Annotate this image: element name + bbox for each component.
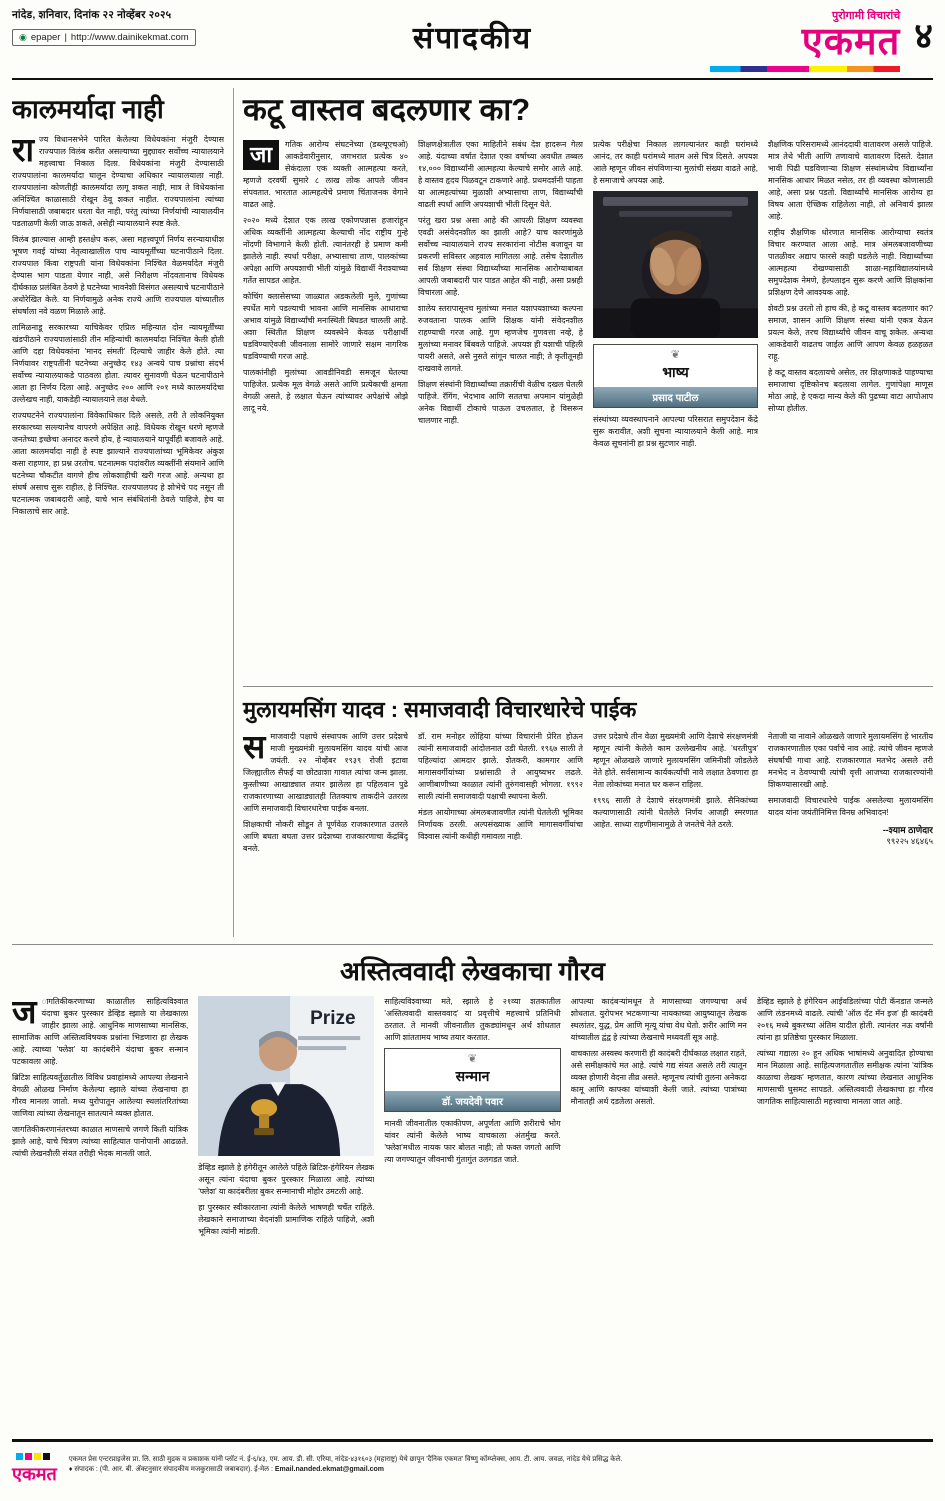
date-line: नांदेड, शनिवार, दिनांक २२ नोव्हेंबर २०२५ <box>12 9 172 21</box>
article-booker-award <box>12 952 933 1432</box>
body-paragraph <box>243 731 408 815</box>
footer-logo <box>12 1447 57 1483</box>
body-paragraph: शैक्षणिक परिसरामध्ये आनंददायी वातावरण असले पाहिजे. मात्र तेथे भीती आणि तणावाचे वातावरण दिसते. देशात भावी पिढी घडविणाऱ्या शिक्षण संस्थांमध्येच विद्यार्थ्यांना मानसिक आधार मिळत नसेल, तर ही व्यवस्था कोणासाठी आहे, असा प्रश्न पडतो. विद्यार्थ्यांचे मानसिक आरोग्य हा विषय आता ऐच्छिक राहिलेला नाही, तो अनिवार्य झाला आहे. <box>768 139 933 221</box>
cmyk-squares-icon <box>12 1447 57 1465</box>
body-paragraph: साहित्यविश्वाच्या मते, स्झाले हे २१व्या शतकातील 'अस्तित्ववादी वास्तववाद' या प्रवृत्तीचे महत्त्वाचे प्रतिनिधी ठरतात. ते मानवी जीवनातील तुकड्यांमधून अर्थ शोधतात आणि शांततामय भाष्य तयार करतात. <box>384 996 561 1042</box>
article2-columns <box>243 139 933 679</box>
body-paragraph: हा पुरस्कार स्वीकारताना त्यांनी केलेले भाषणही चर्चेत राहिले. लेखकाने समाजाच्या वेदनांशी प्रामाणिक राहिले पाहिजे, अशी भूमिका त्यांनी मांडली. <box>198 1203 375 1237</box>
body-paragraph: जागतिकीकरणानंतरच्या काळात माणसाचे जगणे किती यांत्रिक झाले आहे, याचे चित्रण त्यांच्या साहित्यात पानोपानी आढळते. त्यांची लेखनशैली संयत तरीही भेदक मानली जाते. <box>12 1124 189 1158</box>
dropcap: ज <box>12 995 37 1030</box>
epaper-url[interactable]: http://www.dainikekmat.com <box>70 32 189 43</box>
right-region <box>243 88 933 937</box>
vertical-rule <box>233 88 234 937</box>
header-rule <box>12 78 933 80</box>
body-paragraph: हे कटू वास्तव बदलायचे असेल, तर शिक्षणाकडे पाहण्याचा समाजाचा दृष्टिकोनच बदलावा लागेल. गुणांपेक्षा माणूस मोठा आहे, हे एकदा मान्य केले की पुढच्या वाटा आपोआप सोप्या होतील. <box>768 367 933 413</box>
horizontal-rule <box>12 944 933 945</box>
article2-title: कटू वास्तव बदलणार का? <box>243 91 531 127</box>
main-top <box>12 88 933 937</box>
dropcap: स <box>243 730 266 765</box>
masthead-tagline: पुरोगामी विचारांचे <box>832 10 901 22</box>
article-mulayam-singh <box>243 694 933 937</box>
imprint-text <box>69 1455 933 1474</box>
leaf-ornament-icon: ❦ <box>467 1052 478 1065</box>
article3-title: मुलायमसिंग यादव : समाजवादी विचारधारेचे पाईक <box>243 696 637 722</box>
body-paragraph: शिक्षणक्षेत्रातील एका माहितीने सबंध देश हादरून गेला आहे. यंदाच्या वर्षात देशात एका वर्षाच्या अवधीत तब्बल १४,००० विद्यार्थ्यांनी आत्महत्या केल्याचे समोर आले आहे. हे वास्तव हृदय पिळवटून टाकणारे आहे. प्रथमदर्शनी पाहता या आत्महत्यांच्या मुळाशी अभ्यासाचा ताण, विद्यार्थ्यांची वाढती स्पर्धा आणि अपयशाची भीती दिसून येते. <box>418 139 583 209</box>
award-photo <box>198 996 374 1156</box>
article4-col5 <box>757 996 933 1432</box>
paragraph-text: ागतिकीकरणाच्या काळातील साहित्यविश्वात यंदाचा बुकर पुरस्कार डेव्हिड स्झाले या लेखकाला जाहीर झाला आहे. आधुनिक माणसाच्या मानसिक, सामाजिक आणि अस्तित्वविषयक प्रश्नांना भिडणारा हा लेखक आहे. त्याच्या 'फ्लेश' या कादंबरीने यंदाचा बुकर सन्मान पटकावला आहे. <box>12 996 189 1066</box>
body-paragraph: आपल्या कादंबऱ्यांमधून ते माणसाच्या जगण्याचा अर्थ शोधतात. युरोपभर भटकणाऱ्या नायकाच्या आयुष्यातून लेखक स्थलांतर, युद्ध, प्रेम आणि मृत्यू यांचा वेध घेतो. शरीर आणि मन यांच्यातील द्वंद्व हे त्यांच्या लेखनाचे मध्यवर्ती सूत्र आहे. <box>570 996 747 1042</box>
commentary-label: भाष्य <box>662 363 689 380</box>
honor-author: डॉ. जयदेवी पवार <box>385 1091 559 1111</box>
dropcap-box: जा <box>243 140 279 170</box>
paragraph-text: ज्य विधानसभेने पारित केलेल्या विधेयकांना मंजुरी देण्यास राज्यपाल विलंब करीत असल्याच्या मुद्द्यावर सर्वोच्च न्यायालयाने महत्त्वाचा निकाल दिला. विधेयकांना मंजुरी देण्यासाठी राज्यपालांना कालमर्यादा घालून देण्याचा अधिकार न्यायालयाला नाही. राज्यपालांना कोणतीही कालमर्यादा लागू शकत नाही, मात्र ते विधेयकांना अनिश्चित काळासाठी रोखून ठेवू शकत नाहीत. राज्यपालांना त्यांच्या निर्णयासाठी जबाबदार धरता येत नाही, परंतु त्यांच्या निर्णयांची न्यायालयीन पडताळणी केली जाऊ शकते, असेही न्यायालयाने स्पष्ट केले. <box>12 134 224 228</box>
contact-email[interactable]: Email.nanded.ekmat@gmail.com <box>274 1465 385 1473</box>
imprint-line2 <box>69 1465 933 1475</box>
article3-col4 <box>768 731 933 937</box>
body-paragraph: तामिळनाडू सरकारच्या याचिकेवर एप्रिल महिन्यात दोन न्यायमूर्तींच्या खंडपीठाने राज्यपालांसाठी तीन महिन्यांची कालमर्यादा निश्चित केली होती आणि दहा विधेयकांना 'मानद संमती' दिल्याचे जाहीर केले होते. त्या निर्णयावर राष्ट्रपतींनी घटनेच्या अनुच्छेद १४३ अन्वये पाच प्रश्नांचा संदर्भ सर्वोच्च न्यायालयाकडे पाठवला होता. त्यावर सुनावणी घेऊन घटनापीठाने आता हा निर्णय दिला आहे. अनुच्छेद २०० आणि २०१ मध्ये कालमर्यादेचा उल्लेखच नाही, याकडेही न्यायालयाने लक्ष वेधले. <box>12 322 224 404</box>
honor-label: सन्मान <box>455 1067 490 1084</box>
paragraph-text: माजवादी पक्षाचे संस्थापक आणि उत्तर प्रदेशचे माजी मुख्यमंत्री मुलायमसिंग यादव यांची आज जयंती. २२ नोव्हेंबर १९३९ रोजी इटावा जिल्ह्यातील सैफई या छोट्याशा गावात त्यांचा जन्म झाला. कुस्तीच्या आखाड्यात तयार झालेला हा पहिलवान पुढे राजकारणाच्या आखाड्यातही तितक्याच ताकदीने उतरला आणि समाजवादी विचारधारेचा पाईक बनला. <box>243 731 408 813</box>
body-paragraph: डेव्हिड स्झाले हे हंगेरियन आईवडिलांच्या पोटी कॅनडात जन्मले आणि लंडनमध्ये वाढले. त्यांची 'ऑल दॅट मॅन इज' ही कादंबरी २०१६ मध्ये बुकरच्या अंतिम यादीत होती. त्यानंतर नऊ वर्षांनी त्यांना हा प्रतिष्ठेचा पुरस्कार मिळाला. <box>756 996 933 1042</box>
body-paragraph: कोचिंग क्लासेसच्या जाळ्यात अडकलेली मुले, गुणांच्या स्पर्धेत मागे पडल्याची भावना आणि मानसिक आधाराचा अभाव यांमुळे विद्यार्थ्यांची मनःस्थिती बिघडत चालली आहे. अशा स्थितीत शिक्षण व्यवस्थेने केवळ परीक्षार्थी घडविण्याऐवजी जीवनाला सामोरे जाणारे सक्षम नागरिक घडविण्याची गरज आहे. <box>243 291 408 361</box>
article4-col3 <box>384 996 560 1432</box>
body-paragraph: नेताजी या नावाने ओळखले जाणारे मुलायमसिंग हे भारतीय राजकारणातील एका पर्वाचे नाव आहे. त्यांचे जीवन म्हणजे संघर्षाची गाथा आहे. राजकारणात मतभेद असले तरी मनभेद न ठेवण्याची त्यांची वृत्ती आजच्या राजकारण्यांनी शिकण्यासारखी आहे. <box>768 731 933 789</box>
body-paragraph: राज्यघटनेने राज्यपालांना विवेकाधिकार दिले असले, तरी ते लोकनियुक्त सरकारच्या सल्ल्यानेच वापरणे अपेक्षित आहे. विधेयक रोखून धरणे म्हणजे जनतेच्या इच्छेचा अनादर करणे होय, हे न्यायालयाने यापूर्वीही बजावले आहे. आता कालमर्यादा नाही हे स्पष्ट झाल्याने राज्यपालांच्या भूमिकेवर अंकुश कसा राहणार, हा प्रश्न उरतोच. घटनात्मक पदांवरील व्यक्तींनी संयमाने आणि घटनेच्या चौकटीत वागणे हीच लोकशाहीची खरी गरज आहे. अन्यथा हा संघर्ष असाच सुरू राहील, हे निश्चित. राज्यपालपद हे शोभेचे पद नसून ती घटनात्मक जबाबदारी आहे, याचे भान संबंधितांनी ठेवले पाहिजे, हेच या निकालाचे सार आहे. <box>12 410 224 516</box>
article4-col4 <box>571 996 747 1432</box>
header-right <box>532 8 933 72</box>
body-paragraph: डॉ. राम मनोहर लोहिया यांच्या विचारांनी प्रेरित होऊन त्यांनी समाजवादी आंदोलनात उडी घेतली. १९६७ साली ते पहिल्यांदा आमदार झाले. शेतकरी, कामगार आणि मागासवर्गीयांच्या प्रश्नांसाठी ते आयुष्यभर लढले. आणीबाणीच्या काळात त्यांनी तुरुंगवासही भोगला. १९९२ साली त्यांनी समाजवादी पक्षाची स्थापना केली. <box>418 731 583 801</box>
body-paragraph: पालकांनीही मुलांच्या आवडीनिवडी समजून घेतल्या पाहिजेत. प्रत्येक मूल वेगळे असते आणि प्रत्येकाची क्षमता वेगळी असते, हे लक्षात घेऊन त्यांच्यावर अपेक्षांचे ओझे लादू नये. <box>243 367 408 413</box>
page-header <box>12 8 933 72</box>
body-paragraph: २०२० मध्ये देशात एक लाख एकोणपन्नास हजारांहून अधिक व्यक्तींनी आत्महत्या केल्याची नोंद राष्ट्रीय गुन्हे नोंदणी विभागाने केली होती. त्यानंतरही हे प्रमाण कमी झालेले नाही. स्पर्धा परीक्षा, अभ्यासाचा ताण, पालकांच्या अपेक्षा आणि अपयशाची भीती यांमुळे विद्यार्थी नैराश्याच्या गर्तेत सापडत आहेत. <box>243 215 408 285</box>
body-paragraph: डेव्हिड स्झाले हे हंगेरीतून आलेले पहिले ब्रिटिश-हंगेरियन लेखक असून त्यांना यंदाचा बुकर पुरस्कार मिळाला आहे. त्यांच्या 'फ्लेश' या कादंबरीला बुकर सन्मानाची मोहोर उमटली आहे. <box>198 1163 375 1197</box>
globe-icon: ◉ <box>19 32 27 42</box>
header-left <box>12 8 413 46</box>
imprint-footer <box>12 1439 933 1483</box>
leaf-ornament-icon: ❦ <box>670 348 681 361</box>
horizontal-rule <box>243 686 933 687</box>
body-paragraph: मानवी जीवनातील एकाकीपण, अपूर्णता आणि शरीराचे भोग यांवर त्यांनी केलेले भाष्य वाचकाला अंतर्मुख करते. 'फ्लेश'मधील नायक फार बोलत नाही; तो फक्त जगतो आणि त्या जगण्यातून जीवनाची गुंतागुंत उलगडत जाते. <box>384 1118 561 1164</box>
article4-col2 <box>198 996 374 1432</box>
svg-text:Prize: Prize <box>310 1007 356 1029</box>
article2-col1 <box>243 139 408 679</box>
article3-col1 <box>243 731 408 937</box>
body-paragraph: १९९६ साली ते देशाचे संरक्षणमंत्री झाले. सैनिकांच्या कल्याणासाठी त्यांनी घेतलेले निर्णय आजही स्मरणात आहेत. साध्या राहणीमानामुळे ते जनतेचे नेते ठरले. <box>593 795 758 829</box>
page-number: ४ <box>914 15 934 56</box>
article3-col2 <box>418 731 583 937</box>
article4-col1 <box>12 996 188 1432</box>
article2-col4 <box>768 139 933 679</box>
body-paragraph <box>243 139 408 211</box>
body-paragraph: उत्तर प्रदेशचे तीन वेळा मुख्यमंत्री आणि देशाचे संरक्षणमंत्री म्हणून त्यांनी केलेले काम उल्लेखनीय आहे. 'धरतीपुत्र' म्हणून ओळखले जाणारे मुलायमसिंग जमिनीशी जोडलेले नेते होते. सर्वसामान्य कार्यकर्त्यांची नावे लक्षात ठेवणारा हा नेता लोकांच्या मनात घर करून राहिला. <box>593 731 758 789</box>
author-signoff: --श्याम ठाणेदार <box>882 824 933 835</box>
body-paragraph: शिक्षण संस्थांनी विद्यार्थ्यांच्या तक्रारींची वेळीच दखल घेतली पाहिजे. रॅगिंग, भेदभाव आणि सततचा अपमान यांमुळेही अनेक विद्यार्थी टोकाचे पाऊल उचलतात, हे विसरून चालणार नाही. <box>418 379 583 425</box>
article-katu-vastav <box>243 88 933 679</box>
body-paragraph: संस्थांच्या व्यवस्थापनाने आपल्या परिसरात समुपदेशन केंद्रे सुरू करावीत, अशी सूचना न्यायालयाने केली आहे. मात्र केवळ सूचनांनी हा प्रश्न सुटणार नाही. <box>593 414 758 448</box>
article2-col3 <box>593 139 758 679</box>
body-paragraph: मंडल आयोगाच्या अंमलबजावणीत त्यांनी घेतलेली भूमिका निर्णायक ठरली. अल्पसंख्याक आणि मागासवर्गीयांचा विश्वास त्यांनी कधीही गमावला नाही. <box>418 807 583 841</box>
commentary-author: प्रसाद पाटील <box>594 387 757 407</box>
footer-logo-text: एकमत <box>12 1463 57 1484</box>
body-paragraph: ब्रिटिश साहित्यवर्तुळातील विविध प्रवाहांमध्ये आपल्या लेखनाने वेगळी ओळख निर्माण केलेल्या स्झाले यांच्या लेखनाचा हा गौरव मानला जातो. मध्य युरोपातून आलेल्या स्थलांतरितांच्या जाणिवा त्यांच्या लेखनातून सातत्याने व्यक्त होतात. <box>12 1072 189 1118</box>
body-paragraph: विलंब झाल्यास आम्ही हस्तक्षेप करू, असा महत्त्वपूर्ण निर्णय सरन्यायाधीश भूषण गवई यांच्या नेतृत्वाखालील पाच न्यायमूर्तींच्या घटनापीठाने दिला. राज्यपाल किंवा राष्ट्रपती यांना विधेयकांना निश्चित वेळमर्यादेत मंजुरी देण्यास भाग पाडता येणार नाही, असे निरीक्षण नोंदवतानाच विधेयक दीर्घकाळ प्रलंबित ठेवणे हे घटनेच्या भावनेशी विसंगत असल्याचे घटनापीठाने अधोरेखित केले. या निर्णयामुळे अनेक राज्ये आणि राज्यपाल यांच्यातील संघर्षाला नवे वळण मिळाले आहे. <box>12 234 224 316</box>
body-paragraph: शालेय स्तरापासूनच मुलांच्या मनात यशापयशाच्या कल्पना रुजवताना पालक आणि शिक्षक यांनी संवेदनशील राहण्याची गरज आहे. गुण म्हणजेच गुणवत्ता नव्हे, हे मुलांच्या मनावर बिंबवले पाहिजे. अपयश ही यशाची पहिली पायरी असते, असे नुसते सांगून चालत नाही; ते कृतीतूनही दाखवावे लागते. <box>418 303 583 373</box>
honor-box <box>384 1048 560 1112</box>
article4-columns <box>12 996 933 1432</box>
body-paragraph <box>12 996 188 1068</box>
article3-col3 <box>593 731 758 937</box>
despair-photo <box>593 191 758 338</box>
masthead-logo: एकमत <box>801 21 901 63</box>
body-paragraph: शेवटी प्रश्न उरतो तो हाच की, हे कटू वास्तव बदलणार का? समाज, शासन आणि शिक्षण संस्था यांनी एकत्र येऊन प्रयत्न केले, तरच विद्यार्थ्यांचे जीवन वाचू शकेल. अन्यथा आकडेवारी वाढतच जाईल आणि आपण केवळ हळहळत राहू. <box>768 303 933 361</box>
body-paragraph: वाचकाला अस्वस्थ करणारी ही कादंबरी दीर्घकाळ लक्षात राहते, असे समीक्षकांचे मत आहे. त्यांचे गद्य संयत असले तरी त्यातून व्यक्त होणारी वेदना तीव्र असते. म्हणूनच त्यांची तुलना अनेकदा कामू आणि काफ्का यांच्याशी केली जाते. त्यांच्या पात्रांच्या मौनातही अर्थ दडलेला असतो. <box>570 1048 747 1106</box>
section-title: संपादकीय <box>412 22 533 55</box>
commentary-box <box>593 344 758 408</box>
paragraph-text: गतिक आरोग्य संघटनेच्या (डब्ल्यूएचओ) आकडेवारीनुसार, जगभरात प्रत्येक ४० सेकंदाला एक व्यक्ती आत्महत्या करते, म्हणजे दरवर्षी सुमारे ८ लाख लोक आपले जीवन संपवतात. भारतात आत्महत्येचे प्रमाण चिंताजनक वेगाने वाढत आहे. <box>243 139 408 209</box>
article1-title: कालमर्यादा नाही <box>12 93 164 124</box>
body-paragraph: परंतु खरा प्रश्न असा आहे की आपली शिक्षण व्यवस्था एवढी असंवेदनशील का झाली आहे? याच कारणांमुळे सर्वोच्च न्यायालयाने राज्य सरकारांना नोटीस बजावून या प्रकरणी सविस्तर अहवाल मागितला आहे. तसेच देशातील सर्व शिक्षण संस्था विद्यार्थ्यांच्या मानसिक आरोग्याबाबत आपली जबाबदारी पार पाडत आहेत की नाही, असा प्रश्नही विचारला आहे. <box>418 215 583 297</box>
imprint-line2-text: ♦ संपादक : (पी. आर. बी. ॲक्टनुसार संपादकीय मजकुरासाठी जबाबदार). ई-मेल : <box>68 1465 273 1473</box>
imprint-line1: एकमत प्रेस एन्टरप्राइजेस प्रा. लि. साठी मुद्रक व प्रकाशक यांनी प्लॉट नं. ई-६/४३, एम. आय. डी. सी. एरिया, नांदेड-४३१६०३ (महाराष्ट्र) येथे छापून 'दैनिक एकमत' विष्णु कॉम्प्लेक्स, आय. टी. आय. जवळ, नांदेड येथे प्रसिद्ध केले. <box>68 1456 623 1464</box>
masthead <box>710 8 900 72</box>
article2-col2 <box>418 139 583 679</box>
article4-title: अस्तित्ववादी लेखकाचा गौरव <box>340 955 605 986</box>
body-paragraph: समाजवादी विचारधारेचे पाईक असलेल्या मुलायमसिंग यादव यांना जयंतीनिमित्त विनम्र अभिवादन! <box>768 795 933 817</box>
epaper-label: epaper <box>30 32 61 43</box>
author-phone: ९९२२५ ४६४६५ <box>886 835 933 846</box>
epaper-link[interactable] <box>12 29 196 46</box>
dropcap: रा <box>12 133 35 168</box>
body-paragraph <box>12 134 224 230</box>
body-paragraph: त्यांच्या गद्याला २० हून अधिक भाषांमध्ये अनुवादित होण्याचा मान मिळाला आहे. साहित्यजगतातील समीक्षक त्यांना 'यांत्रिक काळाचा लेखक' म्हणतात, कारण त्यांच्या लेखनात आधुनिक माणसाची घुसमट सापडते. अस्तित्ववादी लेखकाचा हा गौरव जागतिक साहित्यासाठी महत्त्वाचा मानला जात आहे. <box>756 1048 933 1106</box>
article-kalmaryada <box>12 88 224 937</box>
body-paragraph: राष्ट्रीय शैक्षणिक धोरणात मानसिक आरोग्याचा स्वतंत्र विचार करण्यात आला आहे. मात्र अंमलबजावणीच्या पातळीवर अद्याप फारसे काही घडलेले नाही. विद्यार्थ्यांच्या आत्महत्या रोखण्यासाठी शाळा-महाविद्यालयांमध्ये समुपदेशक नेमणे, हेल्पलाइन सुरू करणे आणि शिक्षकांना प्रशिक्षण देणे आवश्यक आहे. <box>768 227 933 297</box>
body-paragraph: प्रत्येक परीक्षेचा निकाल लागल्यानंतर काही घरांमध्ये आनंद, तर काही घरांमध्ये मातम असे चित्र दिसते. अपयश आले म्हणून जीवन संपविणाऱ्या मुलांची संख्या वाढते आहे, हे समाजाचे अपयश आहे. <box>593 139 758 185</box>
article3-columns <box>243 731 933 937</box>
cmyk-strip <box>710 66 900 72</box>
body-paragraph: शिक्षकाची नोकरी सोडून ते पूर्णवेळ राजकारणात उतरले आणि बघता बघता उत्तर प्रदेशच्या राजकारणाचा केंद्रबिंदू बनले. <box>243 819 408 853</box>
separator: | <box>64 32 67 43</box>
article1-body <box>12 134 224 936</box>
